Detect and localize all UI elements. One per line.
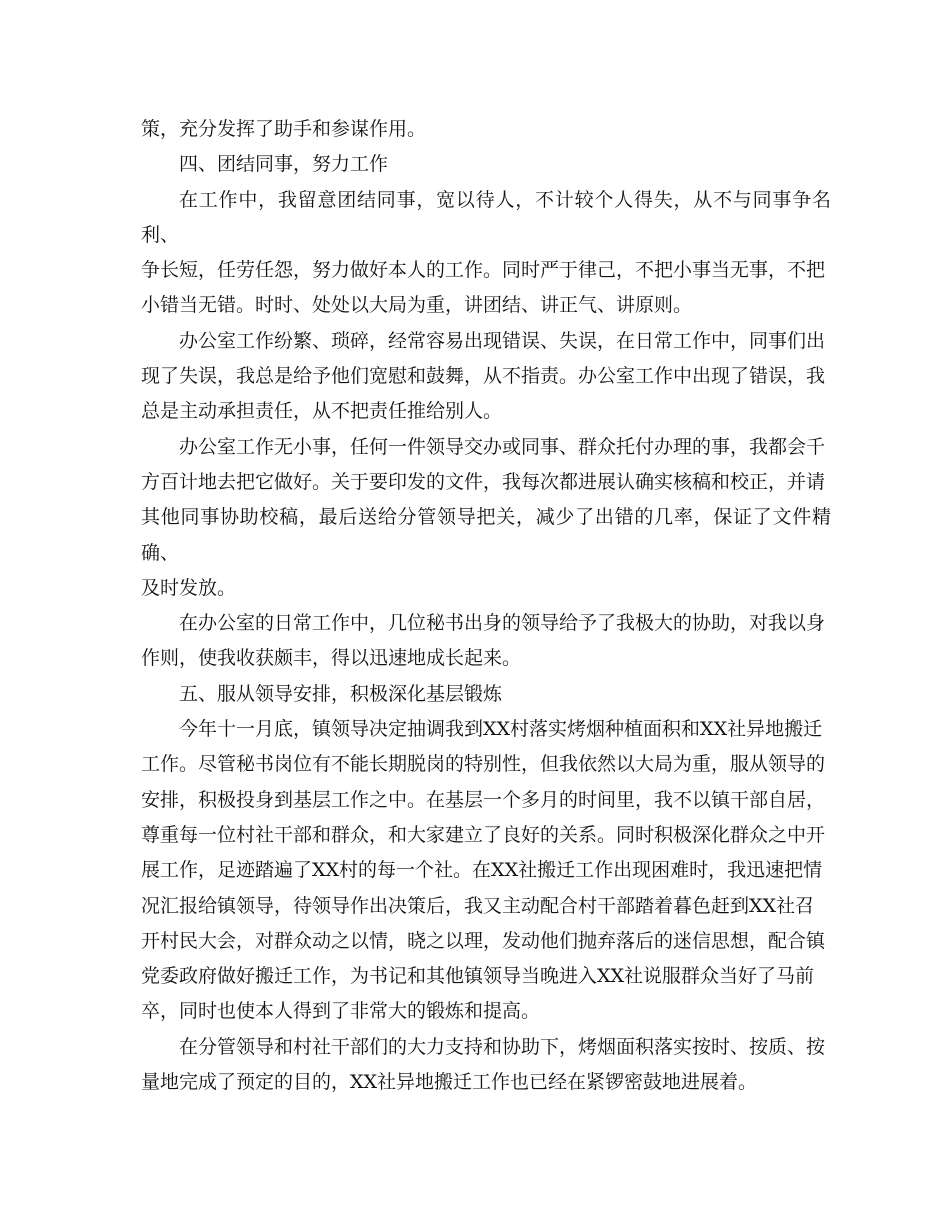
text-line: 办公室工作纷繁、琐碎，经常容易出现错误、失误，在日常工作中，同事们出 xyxy=(179,329,826,352)
text-line: 量地完成了预定的目的，XX社异地搬迁工作也已经在紧锣密鼓地进展着。 xyxy=(141,1071,758,1094)
text-line: 在办公室的日常工作中，几位秘书出身的领导给予了我极大的协助，对我以身 xyxy=(179,612,826,635)
text-line: 今年十一月底，镇领导决定抽调我到XX村落实烤烟种植面积和XX社异地搬迁 xyxy=(179,718,823,741)
text-line: 在工作中，我留意团结同事，宽以待人，不计较个人得失，从不与同事争名利、 xyxy=(141,188,831,246)
text-line: 卒，同时也使本人得到了非常大的锻炼和提高。 xyxy=(141,1000,541,1023)
text-line: 策，充分发挥了助手和参谋作用。 xyxy=(141,118,427,140)
text-line: 况汇报给镇领导，待领导作出决策后，我又主动配合村干部踏着暮色赶到XX社召 xyxy=(141,894,815,917)
text-line: 其他同事协助校稿，最后送给分管领导把关，减少了出错的几率，保证了文件精确、 xyxy=(141,506,831,564)
section-heading: 五、服从领导安排，积极深化基层锻炼 xyxy=(179,682,503,705)
text-line: 现了失误，我总是给予他们宽慰和鼓舞，从不指责。办公室工作中出现了错误，我 xyxy=(141,365,826,388)
text-line: 党委政府做好搬迁工作，为书记和其他镇领导当晚进入XX社说服群众当好了马前 xyxy=(141,965,815,988)
document-body xyxy=(141,112,831,1100)
text-line: 办公室工作无小事，任何一件领导交办或同事、群众托付办理的事，我都会千 xyxy=(179,435,826,458)
text-line: 在分管领导和村社干部们的大力支持和协助下，烤烟面积落实按时、按质、按 xyxy=(179,1035,826,1058)
text-line: 工作。尽管秘书岗位有不能长期脱岗的特别性，但我依然以大局为重，服从领导的 xyxy=(141,753,826,776)
text-line: 方百计地去把它做好。关于要印发的文件，我每次都进展认确实核稿和校正，并请 xyxy=(141,470,826,493)
text-line: 展工作，足迹踏遍了XX村的每一个社。在XX社搬迁工作出现困难时，我迅速把情 xyxy=(141,859,823,882)
text-line: 争长短，任劳任怨，努力做好本人的工作。同时严于律己，不把小事当无事，不把 xyxy=(141,259,826,282)
text-line: 作则，使我收获颇丰，得以迅速地成长起来。 xyxy=(141,647,522,670)
text-line: 开村民大会，对群众动之以情，晓之以理，发动他们抛弃落后的迷信思想，配合镇 xyxy=(141,929,826,952)
text-line: 安排，积极投身到基层工作之中。在基层一个多月的时间里，我不以镇干部自居， xyxy=(141,788,826,811)
section-heading: 四、团结同事，努力工作 xyxy=(179,153,389,176)
text-line: 小错当无错。时时、处处以大局为重，讲团结、讲正气、讲原则。 xyxy=(141,294,693,317)
text-line: 及时发放。 xyxy=(141,576,237,599)
text-line: 尊重每一位村社干部和群众，和大家建立了良好的关系。同时积极深化群众之中开 xyxy=(141,823,826,846)
text-line: 总是主动承担责任，从不把责任推给别人。 xyxy=(141,400,503,423)
